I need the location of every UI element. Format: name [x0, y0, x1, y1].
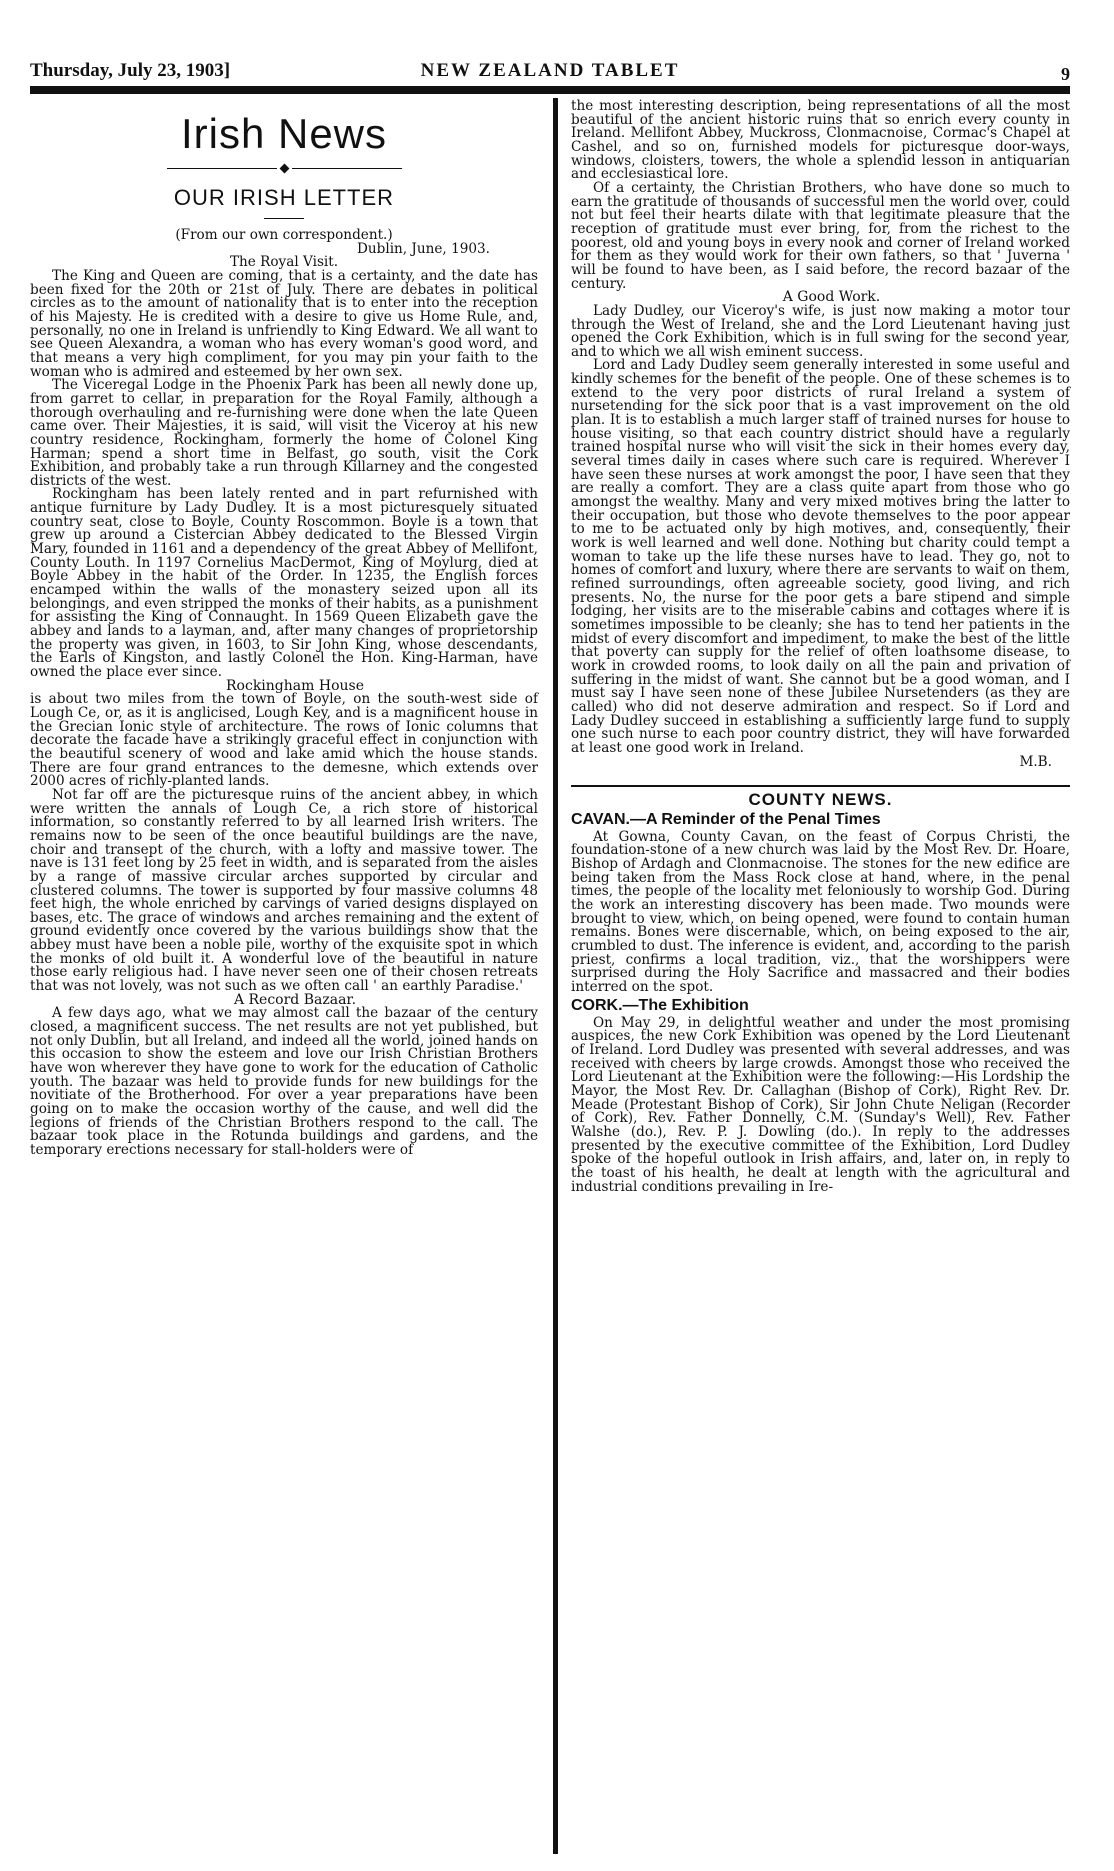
page-number: 9 [1061, 64, 1070, 84]
paragraph: Of a certainty, the Christian Brothers, who have done so much to earn the gratitude of thousands of successful men the world over, could not but feel their hearts dilate with that legitimate pleasure that the reception of gratitude must ever bring, for, from the richest to the poorest, old and young boys in every nook and corner of Ireland worked for them as they would work for their own fathers, so that ' Juverna ' will be found to have been, as I said before, the record bazaar of the century. [571, 179, 1070, 292]
paragraph: the most interesting description, being representations of all the most beautiful of the ancient historic ruins that so enrich every county in Ireland. Mellifont Abbey, Muckross, Clonmacnoise, Cormac's Chapel at Cashel, and so on, furnished models for picturesque door-ways, windows, cloisters, towers, the whole a splendid lesson in antiquarian and ecclesiastical lore. [571, 98, 1070, 183]
diamond-icon [279, 164, 289, 174]
dateline: Dublin, June, 1903. [356, 240, 490, 257]
paragraph: Lord and Lady Dudley seem generally interested in some useful and kindly schemes for the benefit of the people. One of these schemes is to extend to the very poor districts of rural Ireland a system of nursetending for the sick poor that is a vast improvement on the old plan. It is to establish a much larger staff of trained nurses for house to house visiting, so that each country district should have a regularly trained hospital nurse who will visit the sick in their homes every day, several times daily in cases where such care is required. Wherever I have seen these nurses at work amongst the poor, I have seen that they are really a comfort. They are a class quite apart from those who go amongst the wealthy. Many and very mixed motives bring the latter to their occupation, but those who devote themselves to the poor appear to me to be actuated only by high motives, and, consequently, their work is well learned and well done. Nothing but charity could tempt a woman to take up the life these nurses have to lead. They go, not to homes of comfort and luxury, where there are servants to wait on them, refined surroundings, often agreeable society, good living, and rich presents. No, the nurse for the poor gets a bare stipend and simple lodging, her visits are to the miserable cabins and cottages where it is sometimes impossible to be cleanly; she has to tend her patients in the midst of every discomfort and impediment, to make the best of the little that poverty can supply for the relief of often loathsome disease, to work in crowded rooms, to look daily on all the pain and privation of suffering in the midst of want. She cannot but be a good woman, and I must say I have seen none of these Jubilee Nursetenders (as they are called) who did not deserve admiration and respect. So if Lord and Lady Dudley succeed in establishing a sufficiently large fund to supply one such nurse to each poor country district, they will have forwarded at least one good work in Ireland. [571, 357, 1070, 756]
paragraph: is about two miles from the town of Boyle, on the south-west side of Lough Ce, or, as it is anglicised, Lough Key, and is a magnificent house in the Grecian Ionic style of architecture. The rows of Ionic columns that decorate the facade have a strikingly graceful effect in conjunction with the beautiful scenery of wood and lake amid which the house stands. There are four grand entrances to the demesne, which extends over 2000 acres of richly-planted lands. [30, 691, 538, 790]
section-rule [571, 785, 1070, 787]
paragraph: At Gowna, County Cavan, on the feast of Corpus Christi, the foundation-stone of a new church was laid by the Most Rev. Dr. Hoare, Bishop of Ardagh and Clonmacnoise. The stones for the new edifice are being taken from the Mass Rock close at hand, where, in the penal times, the people of the locality met feloniously to worship God. During the work an interesting discovery has been made. Two mounds were brought to view, which, on being opened, were found to contain human remains. Bones were discernable, which, on being exposed to the air, crumbled to dust. The inference is evident, and, according to the parish priest, confirms a local tradition, viz., that the worshippers were surprised during the Holy Sacrifice and massacred and their bodies interred on the spot. [571, 828, 1070, 996]
article-title: Irish News [180, 110, 388, 157]
section-heading-good-work: A Good Work. [782, 289, 881, 306]
paragraph: Not far off are the picturesque ruins of the ancient abbey, in which were written the annals of Lough Ce, a rich store of historical information, so constantly referred to by all learned Irish writers. The remains now to be seen of the once beautiful buildings are the nave, choir and transept of the church, with a lofty and massive tower. The nave is 131 feet long by 25 feet in width, and is separated from the aisles by a range of massive circular arches supported by circular and clustered columns. The tower is supported by four massive columns 48 feet high, the whole enriched by carvings of varied designs displayed on bases, etc. The grace of windows and arches remaining and the extent of ground evidently once covered by the various buildings show that the abbey must have been a noble pile, worthy of the exquisite spot in which the monks of old built it. A wonderful love of the beautiful in nature those early religious had. I have never seen one of their chosen retreats that was not lovely, was not such as we often call ' an earthly Paradise.' [30, 786, 538, 995]
masthead-rule [30, 86, 1070, 94]
paragraph: On May 29, in delightful weather and under the most promising auspices, the new Cork Exhibition was opened by the Lord Lieutenant of Ireland. Lord Dudley was presented with several addresses, and was received with cheers by large crowds. Amongst those who received the Lord Lieutenant at the Exhibition were the following:—His Lordship the Mayor, the Most Rev. Dr. Callaghan (Bishop of Cork), Right Rev. Dr. Meade (Protestant Bishop of Cork), Sir John Chute Neligan (Recorder of Cork), Rev. Father Donnelly, C.M. (Sunday's Well), Rev. Father Walshe (do.), Rev. P. J. Dowling (do.). In reply to the addresses presented by the executive committee of the Exhibition, Lord Dudley spoke of the hopeful outlook in Irish affairs, and, later on, in reply to the toast of his health, he dealt at length with the agricultural and industrial conditions prevailing in Ire- [571, 1014, 1070, 1195]
left-column [30, 100, 538, 1158]
publication-name: NEW ZEALAND TABLET [420, 60, 680, 81]
issue-date: Thursday, July 23, 1903] [30, 60, 231, 81]
section-heading-record-bazaar: A Record Bazaar. [233, 991, 357, 1008]
article-subtitle: OUR IRISH LETTER [173, 185, 395, 210]
county-news-heading: COUNTY NEWS. [748, 790, 893, 810]
paragraph: A few days ago, what we may almost call the bazaar of the century closed, a magnificent success. The net results are not yet published, but not only Dublin, but all Ireland, and indeed all the world, joined hands on this occasion to show the esteem and love our Irish Christian Brothers have won wherever they have gone to work for the education of Catholic youth. The bazaar was held to provide funds for new buildings for the novitiate of the Brotherhood. For over a year preparations have been going on to make the occasion worthy of the cause, and well did the legions of friends of the Christian Brothers respond to the call. The bazaar took place in the Rotunda buildings and gardens, and the temporary erections necessary for stall-holders were of [30, 1005, 538, 1158]
section-heading-royal-visit: The Royal Visit. [229, 254, 339, 271]
cork-heading: CORK.—The Exhibition [571, 996, 749, 1014]
paragraph: Rockingham has been lately rented and in part refurnished with antique furniture by Lady Dudley. It is a most picturesquely situated country seat, close to Boyle, County Roscommon. Boyle is a town that grew up around a Cistercian Abbey dedicated to the Blessed Virgin Mary, founded in 1161 and a dependency of the great Abbey of Mellifont, County Louth. In 1197 Cornelius MacDermot, King of Moylurg, died at Boyle Abbey in the habit of the Order. In 1235, the English forces encamped within the walls of the monastery seized upon all its belongings, and even stripped the monks of their habits, as a punishment for assisting the King of Connaught. In 1569 Queen Elizabeth gave the abbey and lands to a layman, and, after many changes of proprietorship the property was given, in 1603, to Sir John King, whose descendants, the Earls of Kingston, and lastly Colonel the Hon. King-Harman, have owned the place ever since. [30, 486, 538, 680]
paragraph: The King and Queen are coming, that is a certainty, and the date has been fixed for the 20th or 21st of July. There are debates in political circles as to the amount of nationality that is to enter into the reception of his Majesty. He is credited with a desire to give us Home Rule, and, personally, no one in Ireland is unfriendly to King Edward. We all want to see Queen Alexandra, a woman who has every woman's good word, and that means a very high compliment, for you may pin your faith to the woman who is admired and esteemed by her own sex. [30, 267, 538, 380]
byline: (From our own correspondent.) [175, 227, 393, 243]
column-divider [553, 98, 558, 1854]
section-heading-rockingham-house: Rockingham House [226, 677, 364, 694]
ornament-line-right [292, 168, 402, 169]
subtitle-rule [264, 218, 304, 219]
signature: M.B. [1019, 753, 1052, 770]
masthead [30, 60, 1070, 86]
ornament-line-left [167, 168, 277, 169]
paragraph: Lady Dudley, our Viceroy's wife, is just now making a motor tour through the West of Ireland, she and the Lord Lieutenant having just opened the Cork Exhibition, which is in full swing for the second year, and to which we all wish eminent success. [571, 302, 1070, 360]
title-ornament [30, 162, 538, 178]
cavan-heading: CAVAN.—A Reminder of the Penal Times [571, 810, 881, 828]
paragraph: The Viceregal Lodge in the Phoenix Park has been all newly done up, from garret to cellar, in preparation for the Royal Family, although a thorough overhauling and re-furnishing were done when the late Queen came over. Their Majesties, it is said, will visit the Viceroy at his new country residence, Rockingham, formerly the home of Colonel King Harman; spend a short time in Belfast, go south, visit the Cork Exhibition, and probably take a run through Killarney and the congested districts of the west. [30, 377, 538, 489]
right-column [571, 100, 1070, 1194]
